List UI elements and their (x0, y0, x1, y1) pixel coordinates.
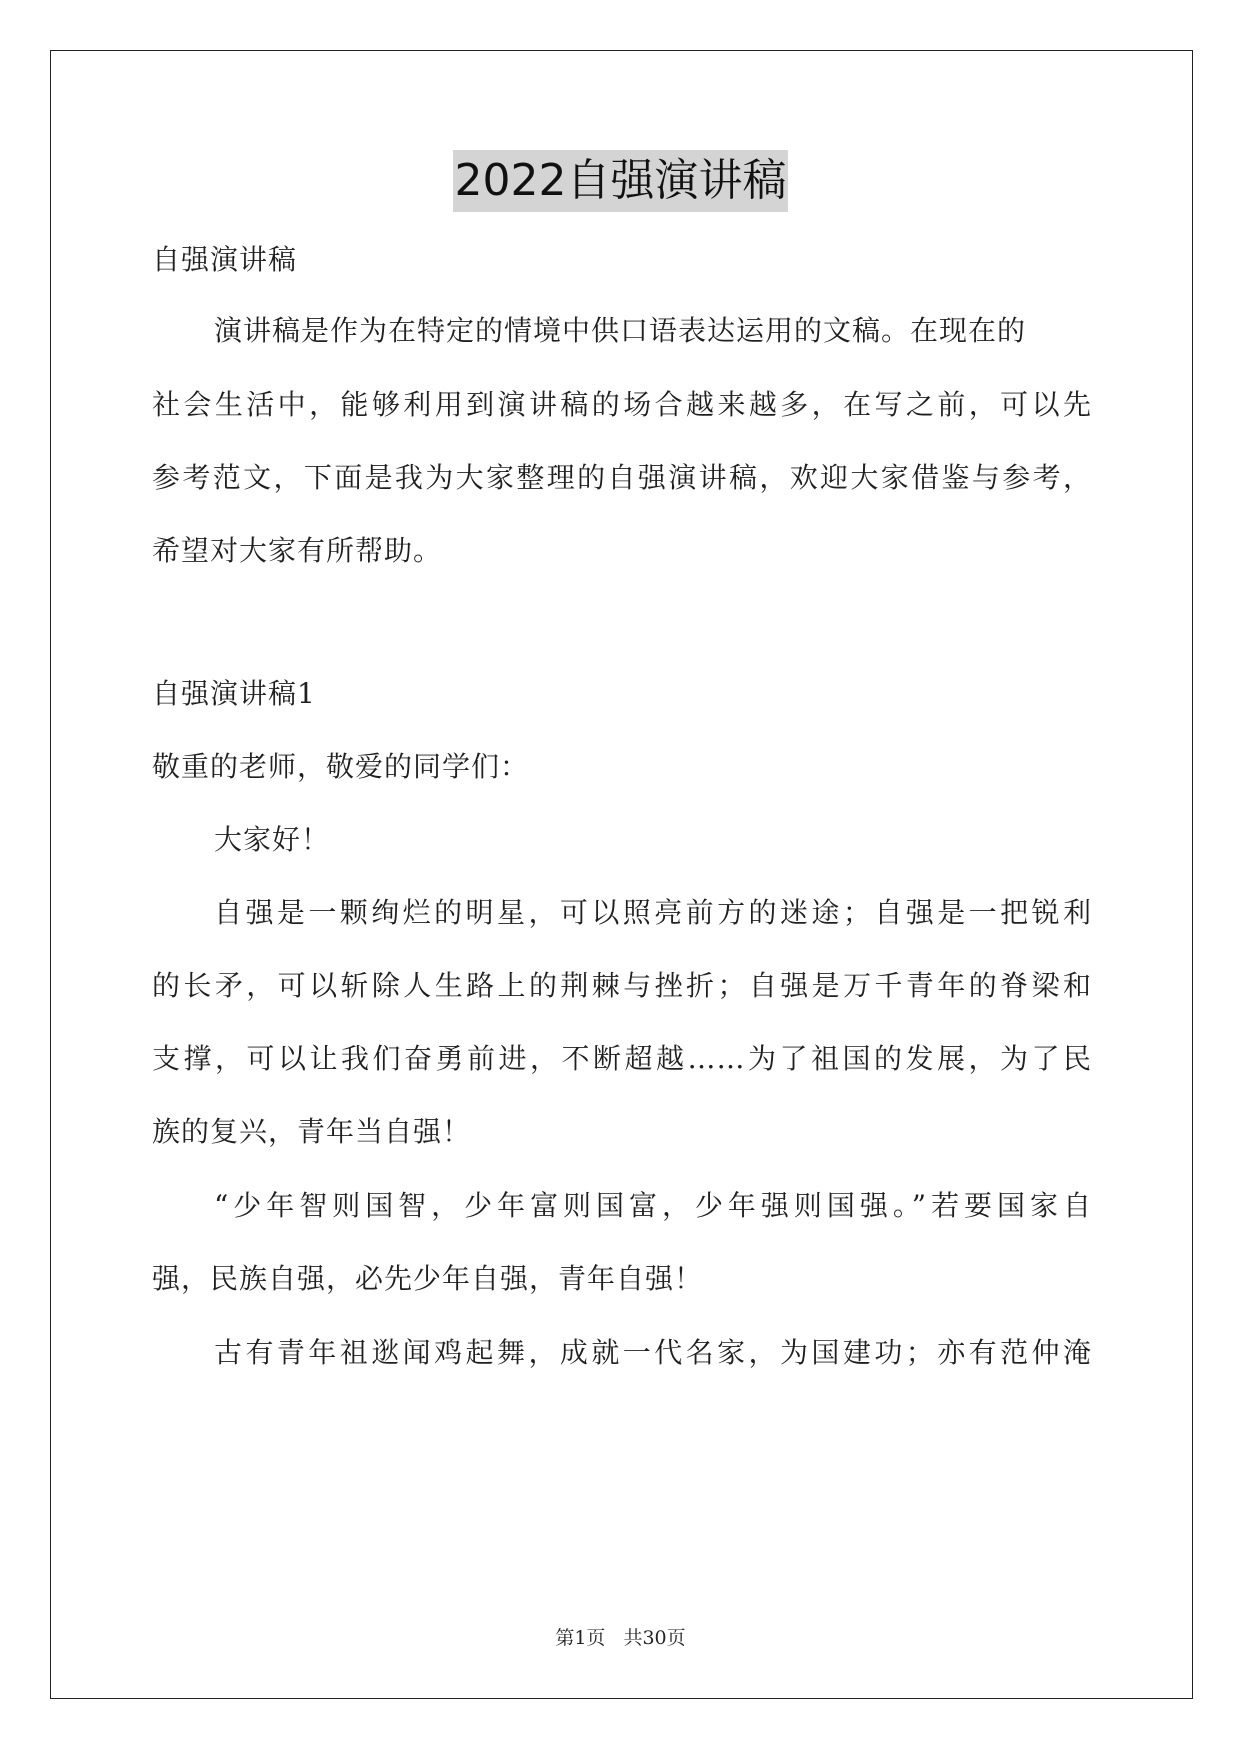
paragraph-line: “少年智则国智，少年富则国富，少年强则国强。”若要国家自 (214, 1189, 1092, 1222)
greeting: 大家好！ (214, 823, 331, 856)
paragraph-line: 的长矛，可以斩除人生路上的荆棘与挫折；自强是万千青年的脊梁和 (152, 969, 1092, 1002)
page-border (50, 50, 1193, 1699)
page-number: 第1页 (555, 1627, 606, 1649)
intro-line: 社会生活中，能够利用到演讲稿的场合越来越多，在写之前，可以先 (152, 388, 1092, 421)
subtitle: 自强演讲稿 (152, 243, 298, 276)
intro-line: 参考范文，下面是我为大家整理的自强演讲稿，欢迎大家借鉴与参考， (152, 461, 1092, 494)
paragraph-line: 古有青年祖逖闻鸡起舞，成就一代名家，为国建功；亦有范仲淹 (214, 1336, 1092, 1369)
paragraph-line: 族的复兴，青年当自强！ (152, 1115, 472, 1148)
paragraph-line: 自强是一颗绚烂的明星，可以照亮前方的迷途；自强是一把锐利 (214, 896, 1092, 929)
page-total: 共30页 (623, 1627, 686, 1649)
document-title: 2022自强演讲稿 (453, 150, 789, 212)
section-heading: 自强演讲稿1 (152, 677, 316, 710)
paragraph-line: 强，民族自强，必先少年自强，青年自强！ (152, 1262, 704, 1295)
title-container (0, 150, 1241, 212)
page-footer (0, 1625, 1241, 1651)
intro-line: 希望对大家有所帮助。 (152, 534, 443, 567)
salutation: 敬重的老师，敬爱的同学们： (152, 750, 530, 783)
intro-line: 演讲稿是作为在特定的情境中供口语表达运用的文稿。在现在的 (214, 314, 1027, 347)
paragraph-line: 支撑，可以让我们奋勇前进，不断超越……为了祖国的发展，为了民 (152, 1042, 1092, 1075)
